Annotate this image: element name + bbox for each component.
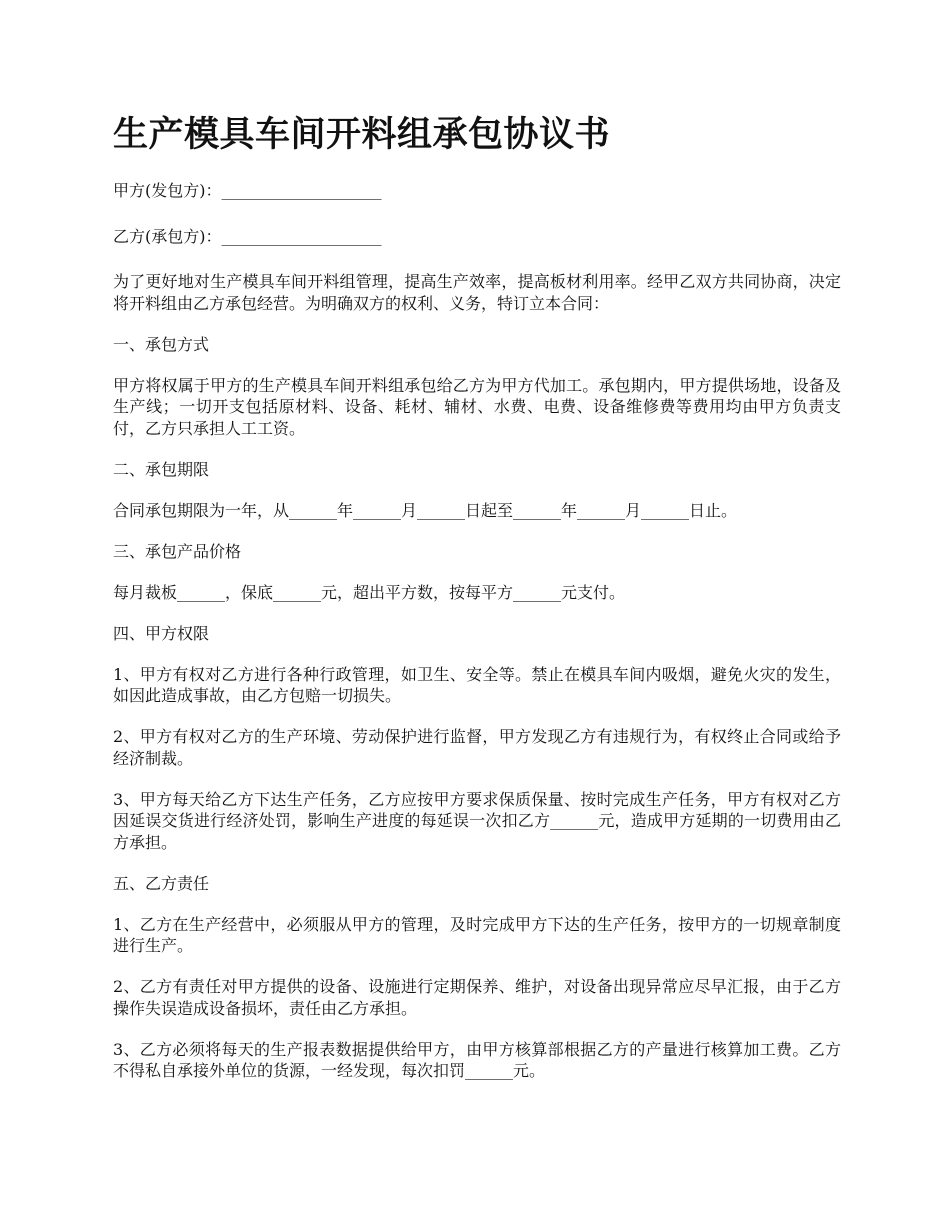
section-heading-2: 二、承包期限 [113, 459, 210, 479]
section-5-item-1: 1、乙方在生产经营中，必须服从甲方的管理，及时完成甲方下达的生产任务，按甲方的一切规章制度进行生产。 [113, 914, 841, 955]
document-title: 生产模具车间开料组承包协议书 [113, 115, 611, 155]
document-page [113, 112, 841, 1101]
section-3-paragraph: 每月裁板______，保底______元，超出平方数，按每平方______元支付。 [113, 582, 626, 602]
section-1-paragraph: 甲方将权属于甲方的生产模具车间开料组承包给乙方为甲方代加工。承包期内，甲方提供场地，设备及生产线；一切开支包括原材料、设备、耗材、辅材、水费、电费、设备维修费等费用均由甲方负责支付，乙方只承担人工工资。 [113, 375, 841, 438]
section-4-item-1: 1、甲方有权对乙方进行各种行政管理，如卫生、安全等。禁止在模具车间内吸烟，避免火灾的发生，如因此造成事故，由乙方包赔一切损失。 [113, 664, 841, 705]
section-heading-4: 四、甲方权限 [113, 623, 210, 643]
section-5-item-3: 3、乙方必须将每天的生产报表数据提供给甲方，由甲方核算部根据乙方的产量进行核算加工费。乙方不得私自承接外单位的货源，一经发现，每次扣罚______元。 [113, 1039, 841, 1080]
section-heading-3: 三、承包产品价格 [113, 541, 242, 561]
section-heading-5: 五、乙方责任 [113, 873, 210, 893]
section-4-item-2: 2、甲方有权对乙方的生产环境、劳动保护进行监督，甲方发现乙方有违规行为，有权终止合同或给予经济制裁。 [113, 727, 841, 768]
section-2-paragraph: 合同承包期限为一年，从______年______月______日起至______年______月______日止。 [113, 500, 738, 520]
section-4-item-3: 3、甲方每天给乙方下达生产任务，乙方应按甲方要求保质保量、按时完成生产任务，甲方有权对乙方因延误交货进行经济处罚，影响生产进度的每延误一次扣乙方______元，造成甲方延期的一切费用由乙方承担。 [113, 789, 841, 852]
section-5-item-2: 2、乙方有责任对甲方提供的设备、设施进行定期保养、维护，对设备出现异常应尽早汇报，由于乙方操作失误造成设备损坏，责任由乙方承担。 [113, 977, 841, 1018]
section-heading-1: 一、承包方式 [113, 334, 210, 354]
intro-paragraph: 为了更好地对生产模具车间开料组管理，提高生产效率，提高板材利用率。经甲乙双方共同协商，决定将开料组由乙方承包经营。为明确双方的权利、义务，特订立本合同： [113, 272, 841, 313]
party-b-line: 乙方(承包方)：____________________ [113, 226, 382, 246]
party-a-line: 甲方(发包方)：____________________ [113, 181, 382, 200]
